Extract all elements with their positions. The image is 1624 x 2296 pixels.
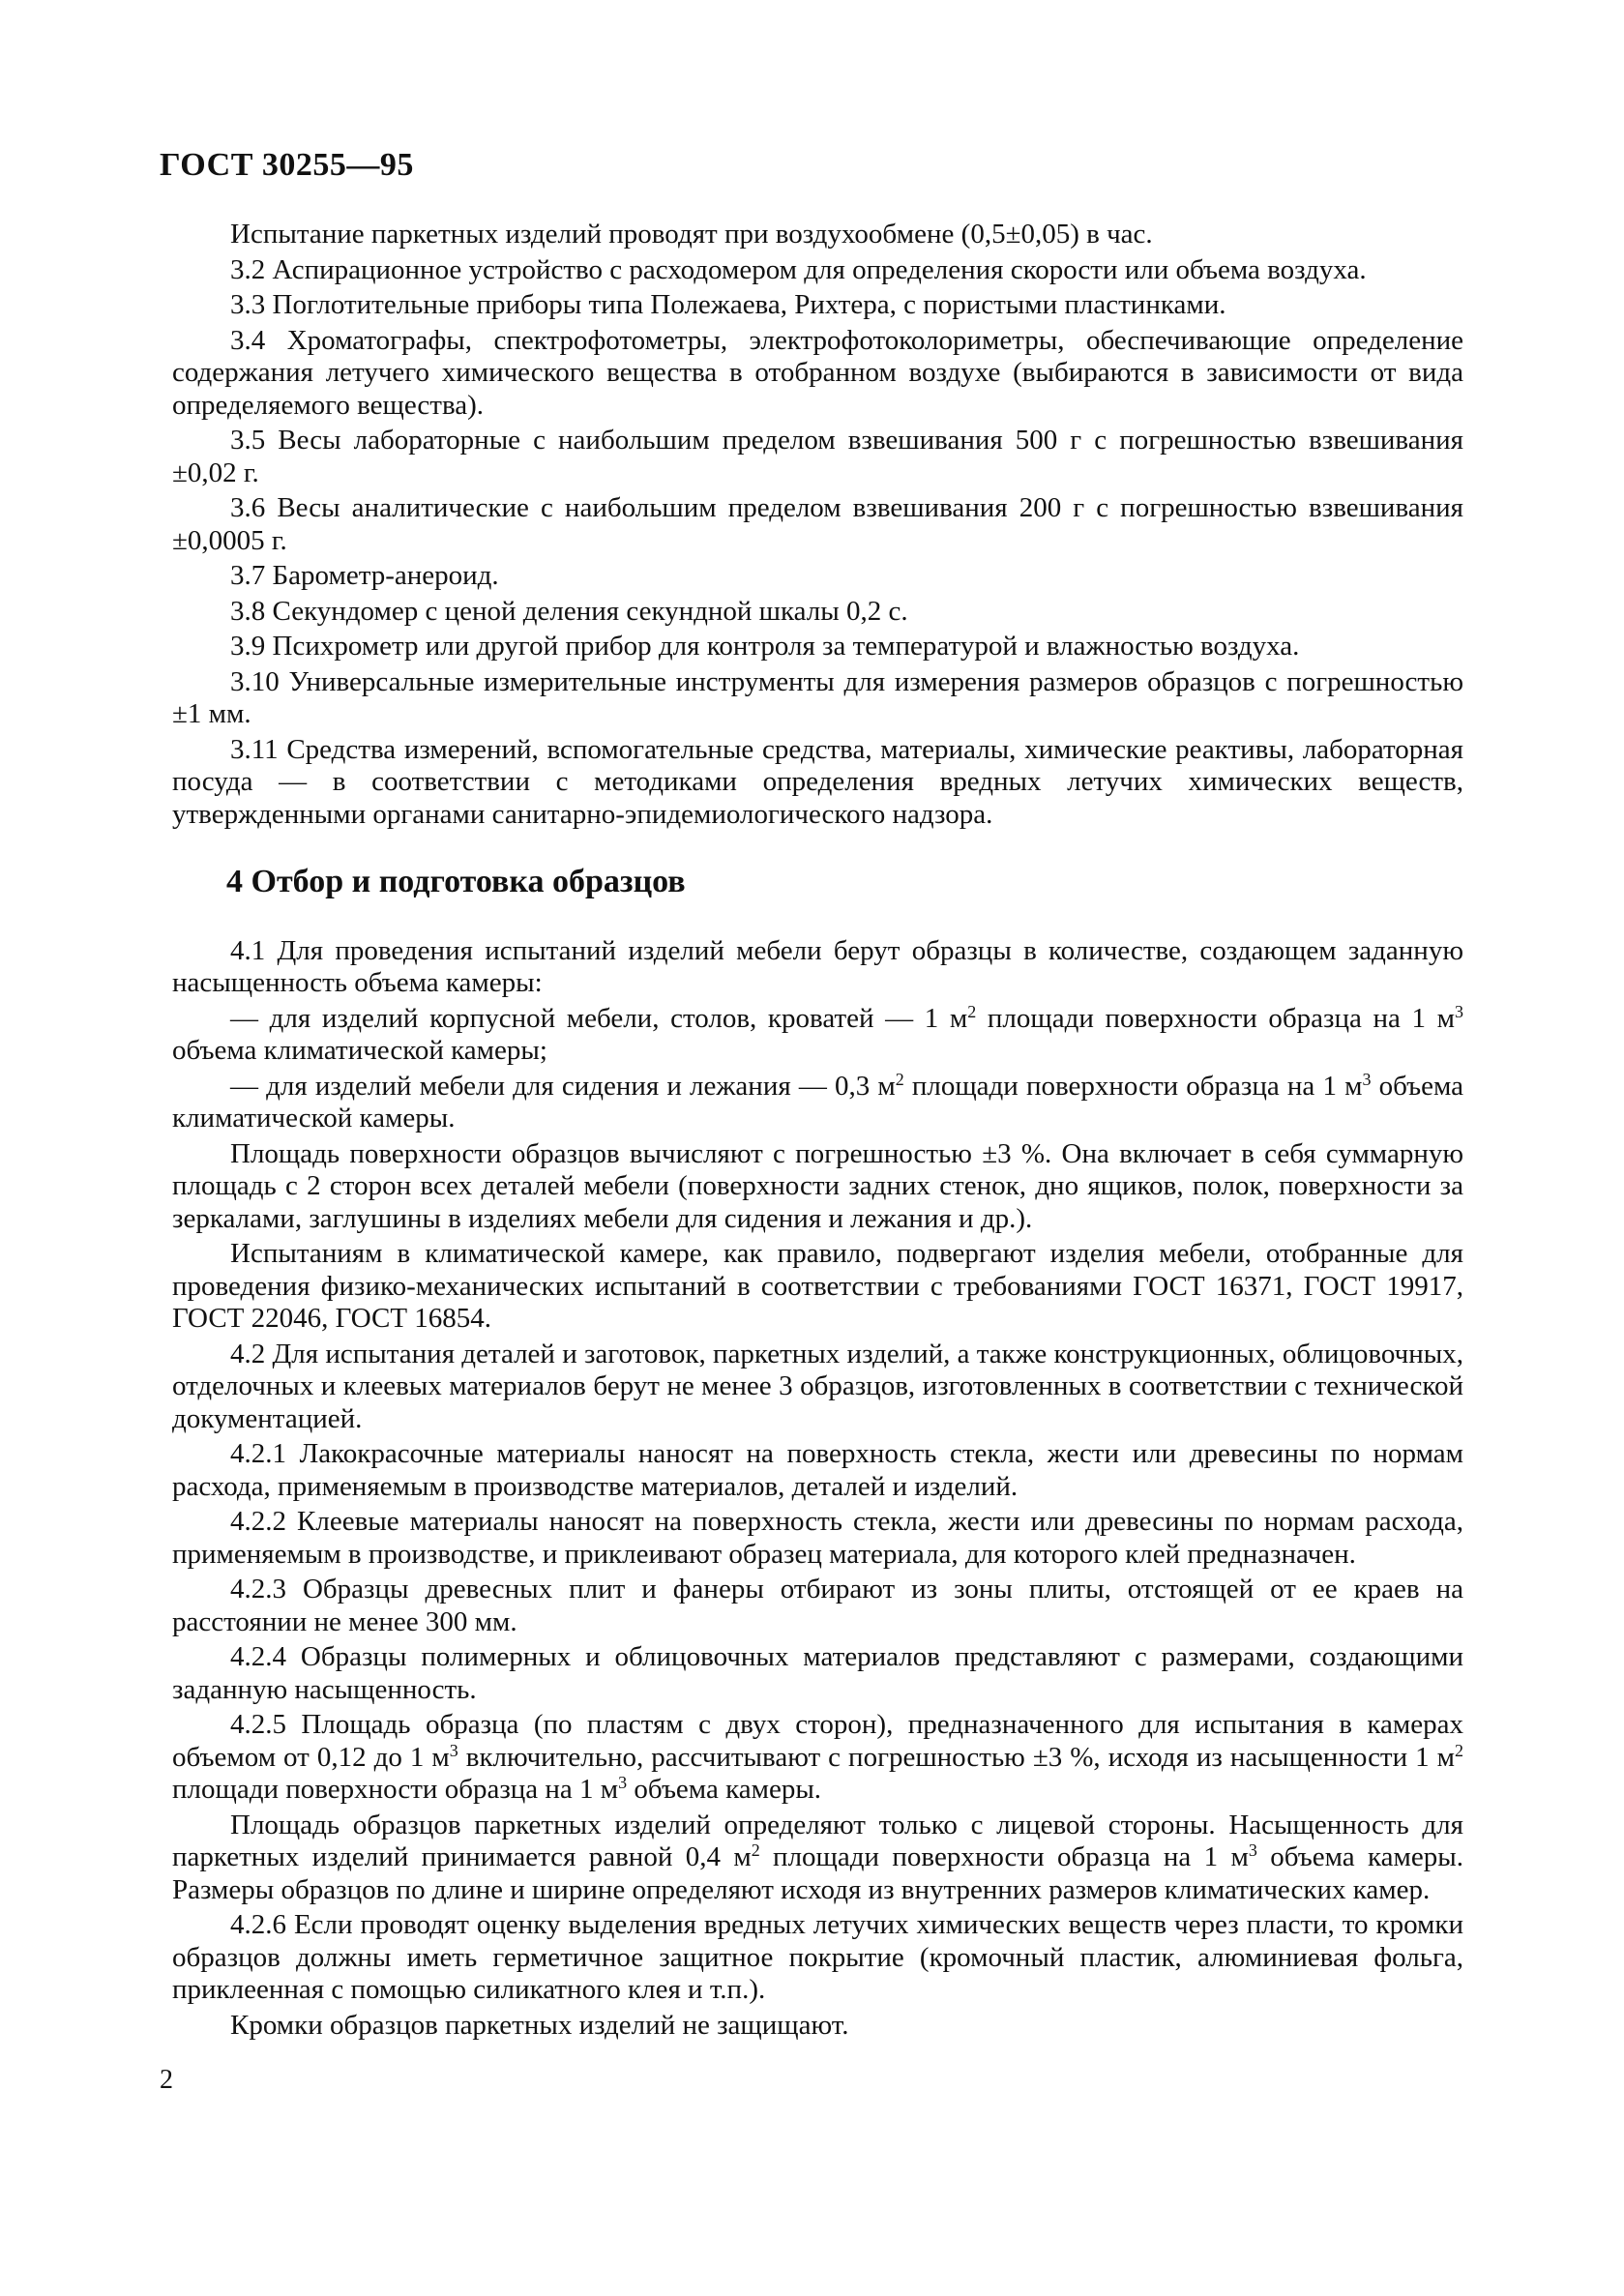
paragraph-3-8: 3.8 Секундомер с ценой деления секундной шкалы 0,2 с. (230, 595, 908, 627)
paragraph-4-2-1: 4.2.1 Лакокрасочные материалы наносят на поверхность стекла, жести или древесины по нормам расхода, применяемым в производстве материалов, деталей и изделий. (172, 1438, 1463, 1502)
paragraph-3-7: 3.7 Барометр-анероид. (230, 560, 499, 591)
paragraph-parquet-area: Площадь образцов паркетных изделий определяют только с лицевой стороны. Насыщенность для паркетных изделий принимается равной 0,4 $м^2$ площади поверхности образца на 1 $м^3$ объема камеры. Размеры образцов по длине и ширине определяют исходя из внутренних размеров климатических камер. (172, 1809, 1463, 1905)
document-code-header: ГОСТ 30255—95 (160, 147, 414, 183)
paragraph-4-2-5: 4.2.5 Площадь образца (по пластям с двух сторон), предназначенного для испытания в камерах объемом от 0,12 до 1 $м^3$ включительно, рассчитывают с погрешностью ±3 %, исходя из насыщенности 1 $м^2$ площади поверхности образца на 1 $м^3$ объема камеры. (172, 1709, 1464, 1805)
paragraph-surface-area: Площадь поверхности образцов вычисляют с погрешностью ±3 %. Она включает в себя суммарную площадь с 2 сторон всех деталей мебели (поверхности задних стенок, дно ящиков, полок, поверхности за зеркалами, заглушины в изделиях мебели для сидения и лежания и др.). (172, 1137, 1463, 1234)
paragraph-chamber-tests: Испытаниям в климатической камере, как правило, подвергают изделия мебели, отобранные для проведения физико-механических испытаний в соответствии с требованиями ГОСТ 16371, ГОСТ 19917, ГОСТ 22046, ГОСТ 16854. (172, 1238, 1463, 1334)
paragraph-4-1: 4.1 Для проведения испытаний изделий мебели берут образцы в количестве, создающем заданную насыщенность объема камеры: (172, 934, 1463, 998)
paragraph-4-2-6: 4.2.6 Если проводят оценку выделения вредных летучих химических веществ через пласти, то кромки образцов должны иметь герметичное защитное покрытие (кромочный пластик, алюминиевая фольга, приклеенная с помощью силикатного клея и т.п.). (172, 1909, 1463, 2005)
section-4-title: 4 Отбор и подготовка образцов (226, 864, 686, 899)
paragraph-3-5: 3.5 Весы лабораторные с наибольшим пределом взвешивания 500 г с погрешностью взвешивания ±0,02 г. (172, 425, 1463, 488)
paragraph-intro: Испытание паркетных изделий проводят при воздухообмене (0,5±0,05) в час. (230, 219, 1153, 250)
paragraph-4-2-2: 4.2.2 Клеевые материалы наносят на поверхность стекла, жести или древесины по нормам расхода, применяемым в производстве, и приклеивают образец материала, для которого клей предназначен. (172, 1506, 1463, 1570)
document-body (172, 219, 1463, 2045)
paragraph-3-6: 3.6 Весы аналитические с наибольшим пределом взвешивания 200 г с погрешностью взвешивания ±0,0005 г. (172, 492, 1463, 556)
paragraph-4-2: 4.2 Для испытания деталей и заготовок, паркетных изделий, а также конструкционных, облицовочных, отделочных и клеевых материалов берут не менее 3 образцов, изготовленных в соответствии с технической документацией. (172, 1338, 1463, 1434)
paragraph-3-3: 3.3 Поглотительные приборы типа Полежаева, Рихтера, с пористыми пластинками. (230, 289, 1226, 320)
paragraph-3-2: 3.2 Аспирационное устройство с расходомером для определения скорости или объема воздуха. (230, 253, 1367, 285)
list-item-seating-furniture: — для изделий мебели для сидения и лежания — 0,3 $м^2$ площади поверхности образца на 1 $м^3$ объема климатической камеры. (172, 1069, 1463, 1133)
paragraph-4-2-4: 4.2.4 Образцы полимерных и облицовочных материалов представляют с размерами, создающими заданную насыщенность. (172, 1641, 1463, 1705)
paragraph-3-10: 3.10 Универсальные измерительные инструменты для измерения размеров образцов с погрешностью ±1 мм. (172, 665, 1463, 729)
paragraph-parquet-edges: Кромки образцов паркетных изделий не защищают. (230, 2009, 849, 2041)
list-item-cabinet-furniture: — для изделий корпусной мебели, столов, кроватей — 1 $м^2$ площади поверхности образца на 1 $м^3$ объема климатической камеры; (172, 1001, 1464, 1066)
paragraph-4-2-3: 4.2.3 Образцы древесных плит и фанеры отбирают из зоны плиты, отстоящей от ее краев на расстоянии не менее 300 мм. (172, 1574, 1463, 1637)
page-number: 2 (160, 2065, 173, 2095)
paragraph-3-4: 3.4 Хроматографы, спектрофотометры, электрофотоколориметры, обеспечивающие определение содержания летучего химического вещества в отобранном воздухе (выбираются в зависимости от вида определяемого вещества). (172, 324, 1463, 421)
paragraph-3-11: 3.11 Средства измерений, вспомогательные средства, материалы, химические реактивы, лабораторная посуда — в соответствии с методиками определения вредных летучих химических веществ, утвержденными органами санитарно-эпидемиологического надзора. (172, 733, 1463, 830)
paragraph-3-9: 3.9 Психрометр или другой прибор для контроля за температурой и влажностью воздуха. (230, 631, 1300, 662)
